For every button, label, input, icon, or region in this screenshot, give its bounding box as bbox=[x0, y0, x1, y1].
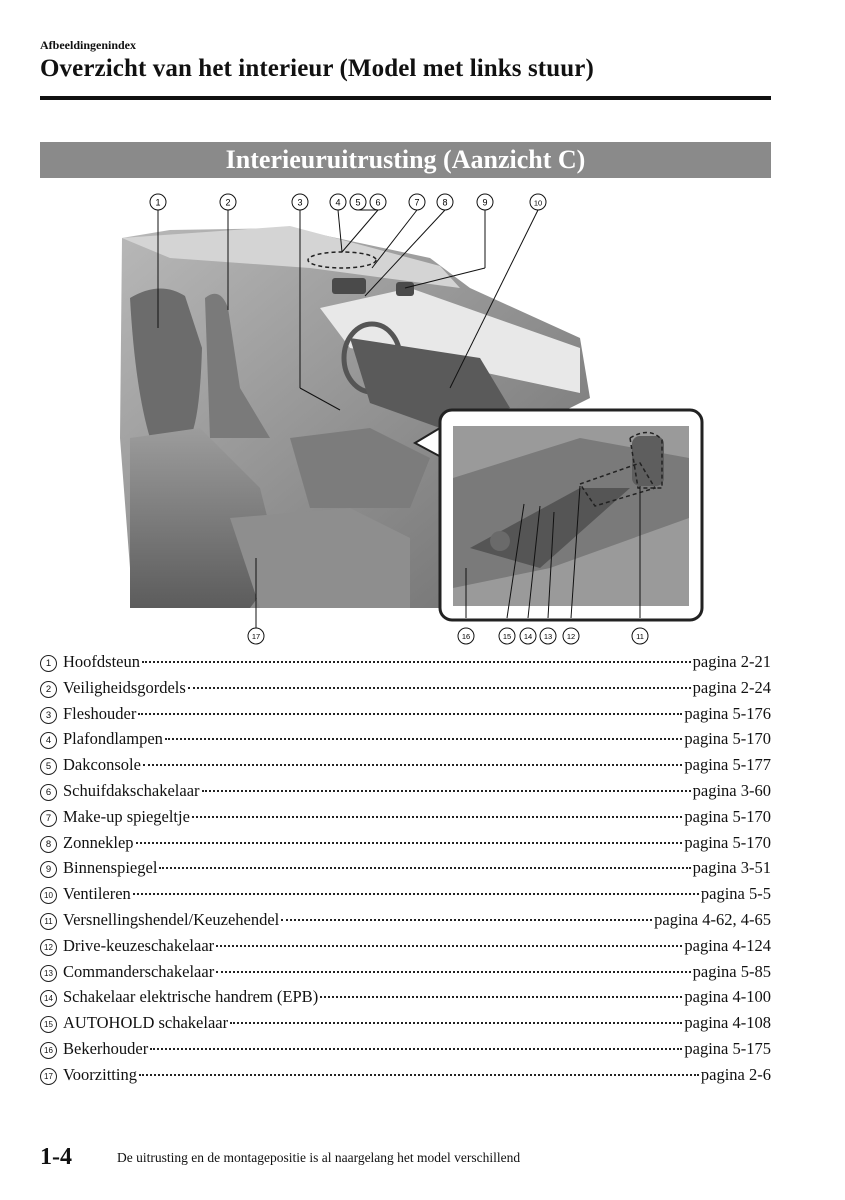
callout-17 bbox=[248, 628, 264, 644]
index-page-ref: pagina 5-170 bbox=[684, 806, 771, 826]
index-page-ref: pagina 3-51 bbox=[692, 858, 771, 878]
index-item-17 bbox=[40, 1065, 771, 1091]
index-label: Bekerhouder bbox=[63, 1038, 149, 1058]
dot-leader bbox=[142, 661, 691, 663]
console-inset bbox=[415, 410, 702, 620]
callout-3 bbox=[292, 194, 308, 210]
index-label: Commanderschakelaar bbox=[63, 961, 215, 981]
dot-leader bbox=[150, 1048, 682, 1050]
index-label: Voorzitting bbox=[63, 1064, 137, 1084]
index-label: Fleshouder bbox=[63, 703, 137, 723]
index-item-8 bbox=[40, 833, 771, 859]
dot-leader bbox=[320, 996, 682, 998]
index-item-13 bbox=[40, 962, 771, 988]
index-page-ref: pagina 5-5 bbox=[700, 884, 771, 904]
index-item-5 bbox=[40, 755, 771, 781]
dot-leader bbox=[188, 687, 691, 689]
callout-16 bbox=[458, 628, 474, 644]
svg-text:8: 8 bbox=[442, 197, 448, 208]
index-number: 6 bbox=[40, 784, 57, 801]
dot-leader bbox=[192, 816, 682, 818]
svg-text:4: 4 bbox=[335, 197, 341, 208]
index-number: 8 bbox=[40, 836, 57, 853]
index-item-15 bbox=[40, 1013, 771, 1039]
index-number: 12 bbox=[40, 939, 57, 956]
svg-text:13: 13 bbox=[543, 632, 553, 641]
index-label: Make-up spiegeltje bbox=[63, 806, 190, 826]
callout-15 bbox=[499, 628, 515, 644]
index-number: 4 bbox=[40, 732, 57, 749]
index-label: Schuifdakschakelaar bbox=[63, 780, 200, 800]
callout-11 bbox=[632, 628, 648, 644]
callout-5 bbox=[350, 194, 366, 210]
dot-leader bbox=[216, 971, 690, 973]
index-number: 10 bbox=[40, 887, 57, 904]
index-label: Binnenspiegel bbox=[63, 858, 158, 878]
index-page-ref: pagina 5-176 bbox=[684, 703, 771, 723]
index-item-3 bbox=[40, 704, 771, 730]
index-number: 14 bbox=[40, 990, 57, 1007]
index-label: Versnellingshendel/Keuzehendel bbox=[63, 909, 280, 929]
index-label: Veiligheidsgordels bbox=[63, 677, 186, 697]
section-label: Afbeeldingenindex bbox=[40, 38, 137, 52]
index-item-1 bbox=[40, 652, 771, 678]
index-page-ref: pagina 5-170 bbox=[684, 729, 771, 749]
svg-text:9: 9 bbox=[482, 197, 488, 208]
callout-12 bbox=[563, 628, 579, 644]
svg-text:2: 2 bbox=[225, 197, 231, 208]
dot-leader bbox=[133, 893, 699, 895]
index-page-ref: pagina 4-108 bbox=[684, 1013, 771, 1033]
title-divider bbox=[40, 96, 771, 100]
index-number: 2 bbox=[40, 681, 57, 698]
index-number: 7 bbox=[40, 810, 57, 827]
svg-text:5: 5 bbox=[355, 197, 361, 208]
index-page-ref: pagina 5-175 bbox=[684, 1038, 771, 1058]
index-number: 15 bbox=[40, 1016, 57, 1033]
interior-figure bbox=[110, 188, 720, 648]
index-item-9 bbox=[40, 858, 771, 884]
svg-text:10: 10 bbox=[533, 198, 543, 208]
callout-14 bbox=[520, 628, 536, 644]
svg-text:12: 12 bbox=[566, 632, 576, 641]
index-label: Zonneklep bbox=[63, 832, 134, 852]
footer-note: De uitrusting en de montagepositie is al naargelang het model verschillend bbox=[117, 1150, 521, 1165]
index-item-11 bbox=[40, 910, 771, 936]
callout-10 bbox=[530, 194, 546, 210]
svg-text:17: 17 bbox=[251, 632, 261, 641]
index-number: 5 bbox=[40, 758, 57, 775]
svg-text:16: 16 bbox=[461, 632, 471, 641]
callout-13 bbox=[540, 628, 556, 644]
index-item-12 bbox=[40, 936, 771, 962]
index-page-ref: pagina 5-85 bbox=[692, 961, 771, 981]
index-page-ref: pagina 4-100 bbox=[684, 987, 771, 1007]
index-label: Dakconsole bbox=[63, 755, 141, 775]
index-page-ref: pagina 2-24 bbox=[692, 677, 771, 697]
index-page-ref: pagina 3-60 bbox=[692, 780, 771, 800]
dot-leader bbox=[230, 1022, 682, 1024]
callout-6 bbox=[370, 194, 386, 210]
index-number: 3 bbox=[40, 707, 57, 724]
dot-leader bbox=[136, 842, 683, 844]
index-page-ref: pagina 2-6 bbox=[700, 1064, 771, 1084]
index-item-10 bbox=[40, 884, 771, 910]
index-label: Drive-keuzeschakelaar bbox=[63, 935, 215, 955]
callout-7 bbox=[409, 194, 425, 210]
index-item-6 bbox=[40, 781, 771, 807]
index-number: 1 bbox=[40, 655, 57, 672]
view-banner: Interieuruitrusting (Aanzicht C) bbox=[40, 142, 771, 178]
callout-4 bbox=[330, 194, 346, 210]
dot-leader bbox=[138, 713, 682, 715]
svg-text:6: 6 bbox=[375, 197, 381, 208]
index-page-ref: pagina 4-124 bbox=[684, 935, 771, 955]
index-number: 16 bbox=[40, 1042, 57, 1059]
index-number: 13 bbox=[40, 965, 57, 982]
index-number: 11 bbox=[40, 913, 57, 930]
svg-text:3: 3 bbox=[297, 197, 303, 208]
index-label: Ventileren bbox=[63, 884, 131, 904]
svg-text:14: 14 bbox=[523, 632, 533, 641]
page-number: 1-4 bbox=[40, 1144, 72, 1170]
callout-8 bbox=[437, 194, 453, 210]
svg-text:11: 11 bbox=[636, 632, 644, 641]
index-number: 17 bbox=[40, 1068, 57, 1085]
index-page-ref: pagina 5-170 bbox=[684, 832, 771, 852]
dot-leader bbox=[216, 945, 682, 947]
index-item-4 bbox=[40, 729, 771, 755]
dot-leader bbox=[159, 867, 690, 869]
callout-2 bbox=[220, 194, 236, 210]
page-title: Overzicht van het interieur (Model met links stuur) bbox=[40, 55, 594, 82]
index-label: Hoofdsteun bbox=[63, 652, 140, 671]
dot-leader bbox=[281, 919, 652, 921]
index-list bbox=[40, 652, 771, 1091]
callout-9 bbox=[477, 194, 493, 210]
index-page-ref: pagina 5-177 bbox=[684, 755, 771, 775]
svg-text:15: 15 bbox=[502, 632, 512, 641]
index-page-ref: pagina 2-21 bbox=[692, 652, 771, 671]
callout-1 bbox=[150, 194, 166, 210]
index-number: 9 bbox=[40, 861, 57, 878]
index-item-2 bbox=[40, 678, 771, 704]
dot-leader bbox=[139, 1074, 699, 1076]
svg-text:1: 1 bbox=[155, 197, 161, 208]
dot-leader bbox=[143, 764, 682, 766]
dot-leader bbox=[202, 790, 691, 792]
svg-text:7: 7 bbox=[414, 197, 420, 208]
index-page-ref: pagina 4-62, 4-65 bbox=[654, 909, 771, 929]
index-label: Plafondlampen bbox=[63, 729, 163, 749]
index-item-16 bbox=[40, 1039, 771, 1065]
dot-leader bbox=[165, 738, 682, 740]
index-item-7 bbox=[40, 807, 771, 833]
index-item-14 bbox=[40, 987, 771, 1013]
index-label: Schakelaar elektrische handrem (EPB) bbox=[63, 987, 319, 1007]
index-label: AUTOHOLD schakelaar bbox=[63, 1013, 229, 1033]
